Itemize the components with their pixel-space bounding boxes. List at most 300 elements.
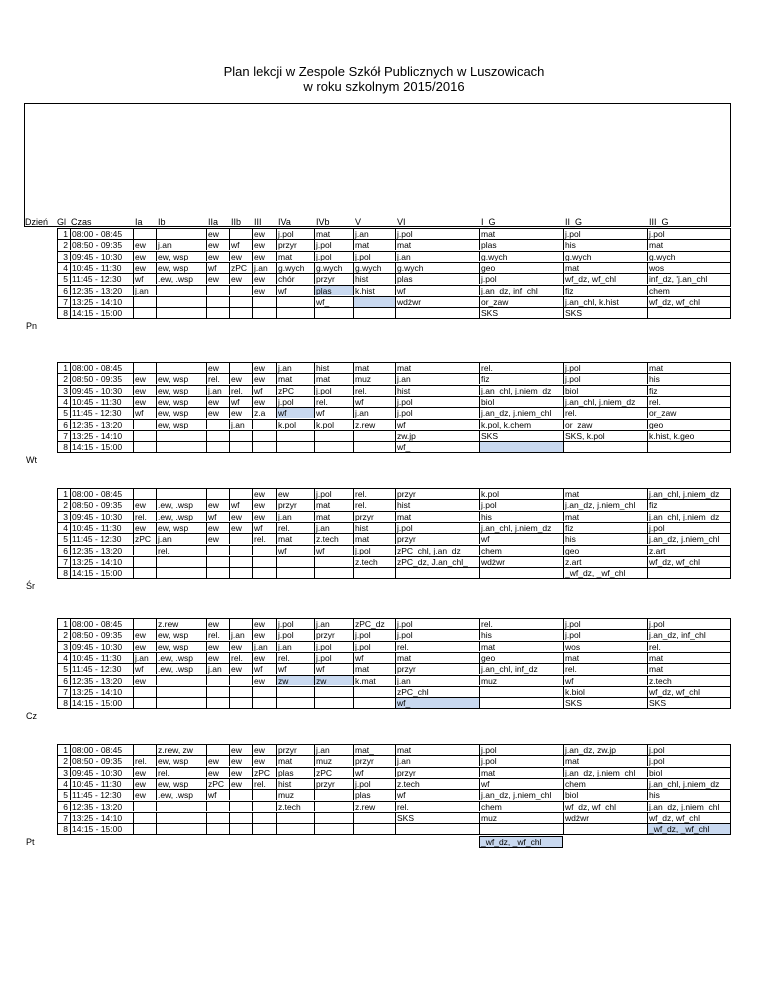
cell: j.pol [479, 273, 563, 284]
cell: 6 [57, 285, 70, 296]
cell: mat [563, 755, 647, 766]
cell: j.pol [314, 488, 353, 499]
cell: ew [229, 767, 252, 778]
cell: przyr [276, 499, 314, 510]
cell: 2 [57, 239, 70, 250]
cell: 12:35 - 13:20 [70, 545, 133, 556]
cell: hist [314, 362, 353, 373]
cell: wf [206, 262, 229, 273]
cell: ew [252, 373, 276, 384]
cell: ew [133, 499, 156, 510]
cell: ew [133, 629, 156, 640]
cell: j.pol [276, 228, 314, 239]
cell: mat [314, 373, 353, 384]
cell: przyr [314, 778, 353, 789]
cell: 2 [57, 755, 70, 766]
cell: ew [252, 511, 276, 522]
cell: j.an_dz, j.niem_chl [479, 407, 563, 418]
cell: ew [206, 407, 229, 418]
cell: 7 [57, 430, 70, 441]
cell: ew [252, 285, 276, 296]
cell: zw [276, 675, 314, 686]
cell: ew, wsp [156, 629, 206, 640]
cell: mat [479, 641, 563, 652]
cell: rel. [353, 499, 395, 510]
cell: j.pol [314, 641, 353, 652]
cell: rel. [395, 641, 479, 652]
cell: muz [353, 373, 395, 384]
cell: 3 [57, 385, 70, 396]
cell: 7 [57, 812, 70, 823]
cell: wf [276, 663, 314, 674]
cell: mat [647, 239, 731, 250]
cell: 13:25 - 14:10 [70, 686, 133, 697]
cell: ew [133, 789, 156, 800]
cell: k.biol [563, 686, 647, 697]
cell: z.art [647, 545, 731, 556]
cell: 8 [57, 567, 70, 578]
cell: j.pol [395, 522, 479, 533]
cell: ew [133, 373, 156, 384]
cell: j.an_chl, inf_dz [479, 663, 563, 674]
cell: ew, wsp [156, 373, 206, 384]
cell: rel. [156, 767, 206, 778]
cell: przyr [395, 488, 479, 499]
cell: przyr [276, 744, 314, 755]
cell: ew [252, 675, 276, 686]
cell: j.an_dz, inf_chl [479, 285, 563, 296]
cell: ew [252, 618, 276, 629]
cell: mat [647, 663, 731, 674]
cell: plas [395, 273, 479, 284]
cell: wf [229, 499, 252, 510]
column-header-v: V [355, 217, 362, 227]
cell: 8 [57, 823, 70, 834]
cell: j.pol [563, 228, 647, 239]
cell: inf_dz, 'j.an_chl [647, 273, 731, 284]
cell: or_zaw [479, 296, 563, 307]
cell: wf [314, 545, 353, 556]
cell: wf [479, 533, 563, 544]
cell: fiz [647, 385, 731, 396]
cell: ew, wsp [156, 778, 206, 789]
cell: rel. [276, 522, 314, 533]
cell: j.an [353, 228, 395, 239]
cell: j.an_chl, k.hist [563, 296, 647, 307]
column-header-i-g: I_G [481, 217, 496, 227]
cell: j.pol [353, 251, 395, 262]
cell: geo [479, 262, 563, 273]
day-label-śr: Śr [26, 581, 35, 592]
cell: SKS [563, 697, 647, 708]
cell: .ew, .wsp [156, 499, 206, 510]
cell: wf [395, 789, 479, 800]
cell: j.an_dz, j.niem_chl [563, 767, 647, 778]
cell: z.tech [314, 533, 353, 544]
cell: 08:50 - 09:35 [70, 499, 133, 510]
cell: ew [252, 499, 276, 510]
cell: SKS [479, 430, 563, 441]
header-box [24, 103, 731, 227]
cell: ew [206, 499, 229, 510]
cell: fiz [563, 522, 647, 533]
cell: ew [229, 522, 252, 533]
cell: mat [563, 652, 647, 663]
cell: muz [479, 812, 563, 823]
cell: wf [395, 285, 479, 296]
cell: zPC [133, 533, 156, 544]
day-label-pn: Pn [26, 321, 38, 332]
cell: wf [206, 789, 229, 800]
cell: his [479, 629, 563, 640]
cell: ew [252, 755, 276, 766]
column-header-iii: III [254, 217, 262, 227]
cell: przyr [276, 239, 314, 250]
cell: j.pol [276, 618, 314, 629]
cell: 1 [57, 618, 70, 629]
cell: j.an_chl, j.niem_dz [647, 511, 731, 522]
cell: ew [252, 251, 276, 262]
cell: ew [206, 618, 229, 629]
cell: z.rew [156, 618, 206, 629]
cell: mat [479, 228, 563, 239]
cell: 8 [57, 307, 70, 318]
cell: z.art [563, 556, 647, 567]
day-block [57, 488, 731, 579]
cell: chór [276, 273, 314, 284]
cell: j.an [206, 385, 229, 396]
cell: przyr [353, 511, 395, 522]
cell: muz [479, 675, 563, 686]
cell: j.pol [395, 228, 479, 239]
cell: j.an_dz, j.niem_chl [479, 789, 563, 800]
cell: wf [353, 767, 395, 778]
cell: j.pol [395, 618, 479, 629]
cell: g.wych [647, 251, 731, 262]
cell: 2 [57, 499, 70, 510]
column-header-iii-g: III_G [649, 217, 669, 227]
cell: j.an_chl, j.niem_dz [479, 385, 563, 396]
cell: 1 [57, 744, 70, 755]
cell: k.pol, k.chem [479, 419, 563, 430]
cell: 10:45 - 11:30 [70, 652, 133, 663]
cell: 09:45 - 10:30 [70, 641, 133, 652]
cell: j.an [314, 744, 353, 755]
cell: wf [206, 511, 229, 522]
cell: ew [206, 239, 229, 250]
cell: ew [133, 767, 156, 778]
cell: wf [133, 273, 156, 284]
cell: 08:50 - 09:35 [70, 239, 133, 250]
cell: z.rew [353, 419, 395, 430]
cell: z.tech [395, 778, 479, 789]
cell: 08:50 - 09:35 [70, 629, 133, 640]
cell: .ew, .wsp [156, 789, 206, 800]
cell: zPC_dz [353, 618, 395, 629]
cell: 08:50 - 09:35 [70, 373, 133, 384]
column-header-ii-g: II_G [565, 217, 583, 227]
cell: g.wych [479, 251, 563, 262]
day-label-pt: Pt [26, 837, 35, 848]
cell: ew [252, 228, 276, 239]
cell: ew [206, 767, 229, 778]
cell: SKS [563, 307, 647, 318]
cell: rel. [647, 641, 731, 652]
cell: 4 [57, 778, 70, 789]
column-header-time: Czas [71, 217, 92, 227]
cell: j.an_dz, j.niem_chl [647, 533, 731, 544]
cell: j.pol [647, 744, 731, 755]
cell: j.an_chl, j.niem_dz [479, 522, 563, 533]
cell: fiz [563, 285, 647, 296]
day-block [57, 618, 731, 709]
cell: rel. [479, 362, 563, 373]
cell: ew [229, 778, 252, 789]
cell: ew [206, 396, 229, 407]
cell: rel. [206, 629, 229, 640]
cell: 10:45 - 11:30 [70, 522, 133, 533]
cell: k.mat [353, 675, 395, 686]
cell: 09:45 - 10:30 [70, 251, 133, 262]
cell: j.pol [563, 362, 647, 373]
cell: j.an_dz, j.niem_chl [647, 801, 731, 812]
cell: .ew, .wsp [156, 663, 206, 674]
cell: mat [563, 511, 647, 522]
cell: 6 [57, 801, 70, 812]
cell: his [563, 239, 647, 250]
cell: rel. [395, 801, 479, 812]
cell: rel. [647, 396, 731, 407]
cell: wf_ [276, 285, 314, 296]
cell: j.pol [353, 629, 395, 640]
cell: geo [647, 419, 731, 430]
cell: wdżwr [395, 296, 479, 307]
cell: wos [563, 641, 647, 652]
cell: plas [353, 789, 395, 800]
cell: 13:25 - 14:10 [70, 556, 133, 567]
cell: j.an_chl, j.niem_dz [563, 396, 647, 407]
cell: 14:15 - 15:00 [70, 441, 133, 452]
cell: j.pol [395, 407, 479, 418]
cell: j.an_dz, j.niem_chl [563, 499, 647, 510]
cell: mat [647, 652, 731, 663]
cell: ew, wsp [156, 419, 206, 430]
column-header-ia: Ia [135, 217, 143, 227]
cell: wf [252, 663, 276, 674]
cell: j.an_dz, inf_chl [647, 629, 731, 640]
column-header-vi: VI [397, 217, 406, 227]
cell: 1 [57, 488, 70, 499]
cell: k.pol [276, 419, 314, 430]
cell: 09:45 - 10:30 [70, 511, 133, 522]
cell: wf_dz, wf_chl [563, 801, 647, 812]
cell: ew [229, 511, 252, 522]
cell: rel. [156, 545, 206, 556]
cell: mat [395, 511, 479, 522]
cell: 6 [57, 545, 70, 556]
cell: wf_ [395, 697, 479, 708]
cell: j.pol [647, 618, 731, 629]
column-header-ib: Ib [158, 217, 166, 227]
cell: z.tech [647, 675, 731, 686]
cell: ew [133, 251, 156, 262]
cell: 3 [57, 251, 70, 262]
cell: 10:45 - 11:30 [70, 396, 133, 407]
cell: wf_dz, wf_chl [647, 686, 731, 697]
cell: wf [395, 419, 479, 430]
cell: j.an_chl, j.niem_dz [647, 778, 731, 789]
cell: rel. [252, 533, 276, 544]
cell: rel. [229, 385, 252, 396]
cell: SKS [647, 697, 731, 708]
cell: 6 [57, 419, 70, 430]
cell: plas [276, 767, 314, 778]
cell: chem [647, 285, 731, 296]
cell: j.an [395, 251, 479, 262]
cell: ew, wsp [156, 755, 206, 766]
cell: 13:25 - 14:10 [70, 296, 133, 307]
cell: j.pol [276, 396, 314, 407]
cell: chem [479, 545, 563, 556]
cell: j.an [353, 407, 395, 418]
cell: ew [206, 755, 229, 766]
cell: ew [206, 533, 229, 544]
cell: przyr [395, 767, 479, 778]
cell: 13:25 - 14:10 [70, 812, 133, 823]
cell: j.an [276, 511, 314, 522]
cell: mat [276, 755, 314, 766]
cell: fiz [479, 373, 563, 384]
cell: 13:25 - 14:10 [70, 430, 133, 441]
cell: j.pol [479, 744, 563, 755]
cell: ew, wsp [156, 251, 206, 262]
cell: wf [133, 663, 156, 674]
cell: zPC [314, 767, 353, 778]
cell: j.an [252, 641, 276, 652]
cell: mat [314, 228, 353, 239]
cell: ew [229, 755, 252, 766]
cell: 5 [57, 533, 70, 544]
cell: wf [353, 396, 395, 407]
cell: ew [206, 522, 229, 533]
cell: 10:45 - 11:30 [70, 262, 133, 273]
cell: .ew, .wsp [156, 273, 206, 284]
cell: chem [479, 801, 563, 812]
cell: mat [314, 511, 353, 522]
cell: j.pol [353, 778, 395, 789]
cell: wf [252, 385, 276, 396]
cell: biol [479, 396, 563, 407]
cell: j.pol [395, 629, 479, 640]
cell: j.pol [314, 239, 353, 250]
cell: 2 [57, 629, 70, 640]
column-header-iva: IVa [278, 217, 291, 227]
cell: j.pol [647, 755, 731, 766]
cell: j.an [252, 262, 276, 273]
cell: wf [479, 778, 563, 789]
cell: mat [353, 663, 395, 674]
cell: z.tech [353, 556, 395, 567]
cell: ew [206, 641, 229, 652]
day-label-cz: Cz [26, 711, 37, 722]
cell: przyr [314, 273, 353, 284]
cell: g.wych [314, 262, 353, 273]
cell: wf [229, 239, 252, 250]
cell: wf [252, 522, 276, 533]
cell: zPC [206, 778, 229, 789]
cell: hist [395, 499, 479, 510]
cell: ew [252, 362, 276, 373]
cell: hist [353, 273, 395, 284]
cell: wf_dz, wf_chl [647, 812, 731, 823]
cell: g.wych [276, 262, 314, 273]
cell: chem [563, 778, 647, 789]
cell: ew [252, 239, 276, 250]
cell: ew [133, 522, 156, 533]
cell: j.an [395, 755, 479, 766]
cell: 14:15 - 15:00 [70, 307, 133, 318]
cell: _wf_dz, _wf_chl [647, 823, 731, 834]
cell: zPC [252, 767, 276, 778]
cell: przyr [353, 755, 395, 766]
cell: j.an [156, 239, 206, 250]
cell: wf [133, 407, 156, 418]
column-header-iia: IIa [208, 217, 219, 227]
cell: muz [276, 789, 314, 800]
column-header-iib: IIb [231, 217, 242, 227]
cell: wf [229, 396, 252, 407]
cell: wf [314, 407, 353, 418]
cell: rel. [133, 755, 156, 766]
cell: .ew, .wsp [156, 652, 206, 663]
cell: j.pol [563, 618, 647, 629]
cell: j.pol [353, 641, 395, 652]
cell: 12:35 - 13:20 [70, 801, 133, 812]
cell: ew [206, 273, 229, 284]
cell: 5 [57, 273, 70, 284]
cell: k.hist [353, 285, 395, 296]
cell: zw [314, 675, 353, 686]
cell: ew [252, 629, 276, 640]
cell: muz [314, 755, 353, 766]
cell: z.rew [353, 801, 395, 812]
cell: SKS, k.pol [563, 430, 647, 441]
cell: z.rew, zw [156, 744, 206, 755]
cell: zPC [276, 385, 314, 396]
cell: wf_ [395, 441, 479, 452]
cell: wf [353, 652, 395, 663]
cell: zPC [229, 262, 252, 273]
cell: 09:45 - 10:30 [70, 385, 133, 396]
cell: ew, wsp [156, 396, 206, 407]
cell: his [563, 533, 647, 544]
cell: or_zaw [563, 419, 647, 430]
cell: 3 [57, 641, 70, 652]
cell: j.pol [479, 499, 563, 510]
cell: g.wych [395, 262, 479, 273]
cell: mat [563, 488, 647, 499]
cell: fiz [647, 499, 731, 510]
cell: 2 [57, 373, 70, 384]
cell: ew, wsp [156, 407, 206, 418]
cell: rel. [563, 663, 647, 674]
cell: ew [133, 675, 156, 686]
cell: j.pol [647, 228, 731, 239]
cell: mat [314, 499, 353, 510]
cell: ew [252, 744, 276, 755]
cell: ew [133, 385, 156, 396]
cell: 7 [57, 296, 70, 307]
